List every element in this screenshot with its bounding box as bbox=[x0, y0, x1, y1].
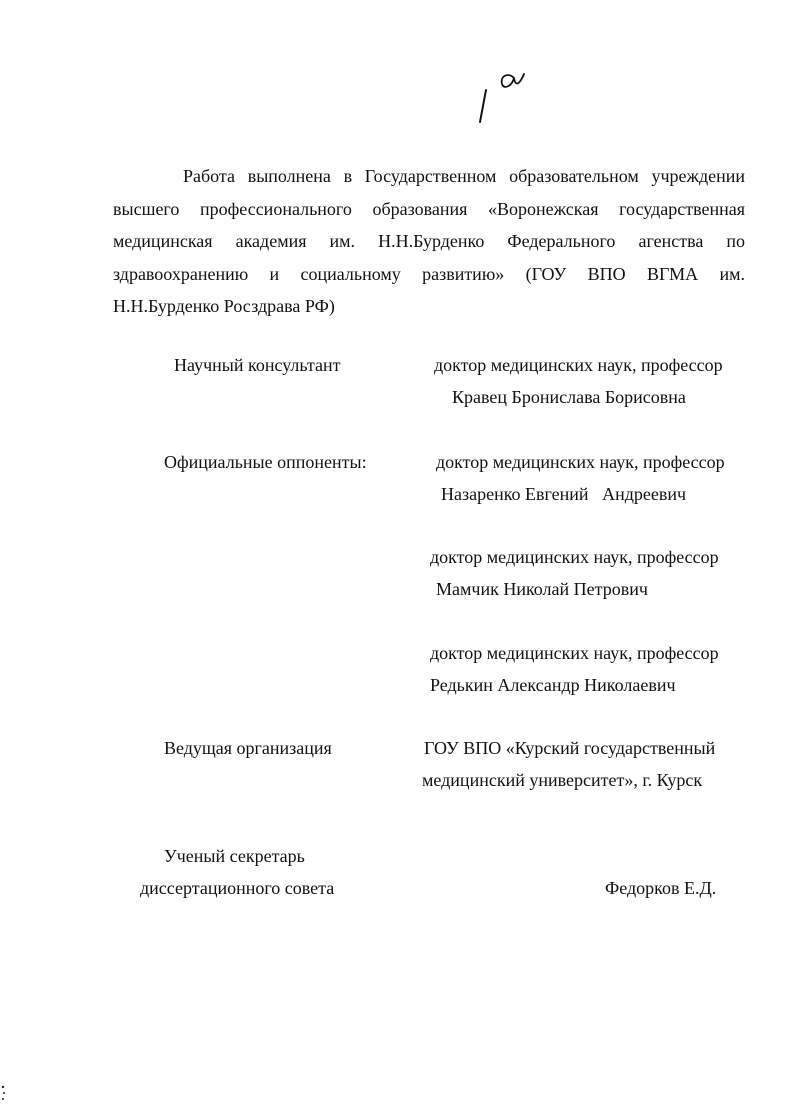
opponent-degree: доктор медицинских наук, профессор bbox=[436, 452, 725, 472]
secretary-label-line1: Ученый секретарь bbox=[164, 846, 305, 866]
opponent-name: Назаренко Евгений Андреевич bbox=[441, 484, 687, 504]
intro-line: высшего профессионального образования «Воронежская государственная bbox=[113, 198, 745, 219]
opponent-degree: доктор медицинских наук, профессор bbox=[430, 547, 719, 567]
leading-org-line2: медицинский университет», г. Курск bbox=[422, 770, 703, 790]
intro-paragraph bbox=[113, 160, 745, 323]
intro-line: медицинская академия им. Н.Н.Бурденко Федерального агенства по bbox=[113, 231, 745, 251]
consultant-label: Научный консультант bbox=[174, 355, 341, 375]
leading-org-label: Ведущая организация bbox=[164, 738, 332, 758]
scan-artifact bbox=[0, 1084, 8, 1102]
consultant-degree: доктор медицинских наук, профессор bbox=[434, 355, 723, 375]
secretary-name: Федорков Е.Д. bbox=[605, 878, 717, 898]
opponent-name: Редькин Александр Николаевич bbox=[430, 675, 676, 695]
opponents-label: Официальные оппоненты: bbox=[164, 452, 367, 472]
leading-org-line1: ГОУ ВПО «Курский государственный bbox=[424, 738, 716, 758]
intro-line: здравоохранению и социальному развитию» (ГОУ ВПО ВГМА им. bbox=[113, 263, 745, 284]
handwritten-page-mark bbox=[474, 64, 534, 128]
consultant-name: Кравец Бронислава Борисовна bbox=[452, 387, 686, 407]
opponent-name: Мамчик Николай Петрович bbox=[436, 579, 648, 599]
intro-line: Работа выполнена в Государственном образовательном учреждении bbox=[183, 166, 745, 186]
secretary-label-line2: диссертационного совета bbox=[140, 878, 335, 898]
opponent-degree: доктор медицинских наук, профессор bbox=[430, 643, 719, 663]
intro-line: Н.Н.Бурденко Росздрава РФ) bbox=[113, 296, 335, 316]
